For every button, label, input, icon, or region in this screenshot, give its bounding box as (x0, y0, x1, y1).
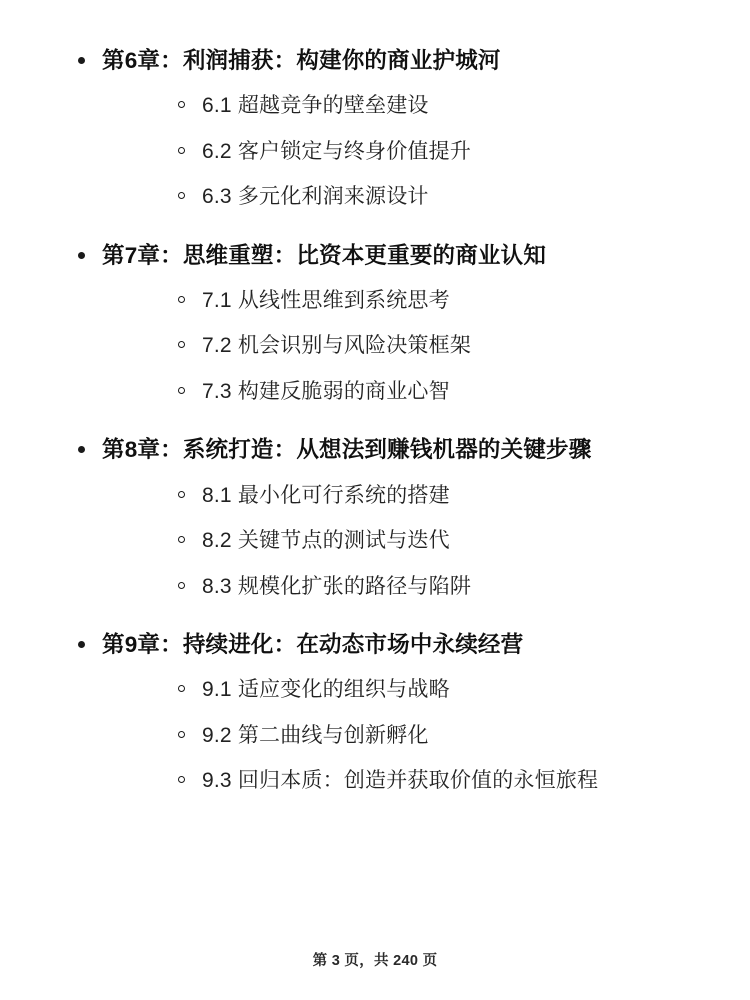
circle-bullet-icon (178, 192, 185, 199)
toc-section-list (102, 285, 690, 408)
circle-bullet-icon (178, 776, 185, 783)
toc-section (102, 674, 690, 706)
disc-bullet-icon (78, 57, 85, 64)
section-title: 8.2 关键节点的测试与迭代 (202, 529, 450, 553)
chapter-title: 第6章：利润捕获：构建你的商业护城河 (102, 48, 501, 73)
toc-section-list (102, 480, 690, 603)
toc-section (102, 480, 690, 512)
circle-bullet-icon (178, 387, 185, 394)
circle-bullet-icon (178, 491, 185, 498)
toc-section (102, 765, 690, 797)
toc-section (102, 181, 690, 213)
page-footer: 第 3 页，共 240 页 (312, 953, 438, 969)
toc-section (102, 285, 690, 317)
section-title: 6.2 客户锁定与终身价值提升 (202, 139, 472, 163)
chapter-title: 第7章：思维重塑：比资本更重要的商业认知 (102, 242, 547, 268)
section-title: 9.1 适应变化的组织与战略 (202, 678, 450, 702)
toc-section (102, 330, 690, 362)
circle-bullet-icon (178, 341, 185, 348)
disc-bullet-icon (78, 446, 85, 453)
section-title: 7.2 机会识别与风险决策框架 (202, 334, 472, 358)
toc-chapter (60, 628, 690, 797)
circle-bullet-icon (178, 731, 185, 738)
circle-bullet-icon (178, 536, 185, 543)
toc-section (102, 525, 690, 557)
circle-bullet-icon (178, 296, 185, 303)
chapter-title: 第8章：系统打造：从想法到赚钱机器的关键步骤 (102, 437, 592, 463)
toc-section (102, 376, 690, 408)
section-title: 9.3 回归本质：创造并获取价值的永恒旅程 (202, 769, 599, 793)
table-of-contents (60, 44, 690, 797)
toc-chapter (60, 239, 690, 408)
section-title: 8.1 最小化可行系统的搭建 (202, 483, 450, 507)
section-title: 8.3 规模化扩张的路径与陷阱 (202, 574, 472, 598)
toc-section-list (102, 674, 690, 797)
section-title: 9.2 第二曲线与创新孵化 (202, 723, 429, 747)
toc-chapter (60, 433, 690, 602)
toc-section (102, 90, 690, 122)
circle-bullet-icon (178, 147, 185, 154)
toc-chapter (60, 44, 690, 213)
circle-bullet-icon (178, 582, 185, 589)
section-title: 7.3 构建反脆弱的商业心智 (202, 379, 450, 403)
circle-bullet-icon (178, 685, 185, 692)
toc-section (102, 720, 690, 752)
section-title: 6.3 多元化利润来源设计 (202, 185, 429, 209)
toc-section-list (102, 90, 690, 213)
chapter-title: 第9章：持续进化：在动态市场中永续经营 (102, 632, 524, 658)
disc-bullet-icon (78, 252, 85, 259)
toc-section (102, 136, 690, 168)
circle-bullet-icon (178, 101, 185, 108)
section-title: 7.1 从线性思维到系统思考 (202, 288, 450, 312)
toc-section (102, 571, 690, 603)
disc-bullet-icon (78, 641, 85, 648)
section-title: 6.1 超越竞争的壁垒建设 (202, 94, 429, 118)
